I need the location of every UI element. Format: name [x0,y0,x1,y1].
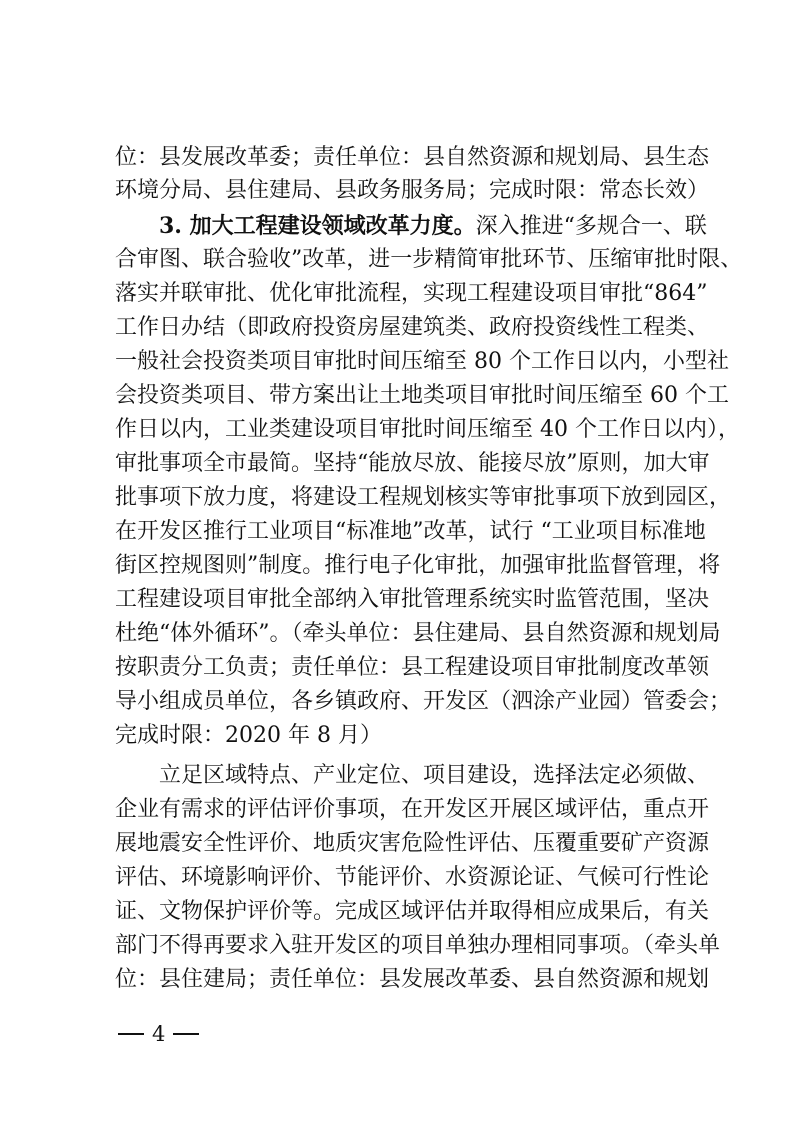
text-line: 位：县发展改革委；责任单位：县自然资源和规划局、县生态 [115,145,710,170]
text-line: 完成时限：2020 年 8 月） [115,723,382,748]
text-line: 企业有需求的评估评价事项，在开发区开展区域评估，重点开 [115,797,710,822]
text-line: 一般社会投资类项目审批时间压缩至 80 个工作日以内，小型社 [115,349,729,374]
text-line: 批事项下放力度，将建设工程规划核实等审批事项下放到园区， [115,485,732,510]
section-heading-line [159,211,707,242]
text-line: 按职责分工负责；责任单位：县工程建设项目审批制度改革领 [115,655,710,680]
text-line: 展地震安全性评价、地质灾害危险性评估、压覆重要矿产资源 [115,831,710,856]
page-footer [118,1020,199,1048]
text-line: 工程建设项目审批全部纳入审批管理系统实时监管范围，坚决 [115,587,710,612]
text-line: 杜绝“体外循环”。（牵头单位：县住建局、县自然资源和规划局 [115,621,721,646]
text-line: 在开发区推行工业项目“标准地”改革，试行 “工业项目标准地 [115,519,706,544]
text-line: 环境分局、县住建局、县政务服务局；完成时限：常态长效） [115,178,710,203]
text-line: 位：县住建局；责任单位：县发展改革委、县自然资源和规划 [115,967,710,992]
text-line: 工作日办结（即政府投资房屋建筑类、政府投资线性工程类、 [115,315,710,340]
text-span: 深入推进“多规合一、联 [475,214,707,239]
text-line: 部门不得再要求入驻开发区的项目单独办理相同事项。（牵头单 [115,933,721,958]
page-number: 4 [152,1022,166,1046]
dash-left [118,1033,144,1035]
text-line: 会投资类项目、带方案出让土地类项目审批时间压缩至 60 个工 [115,383,729,408]
text-line: 评估、环境影响评价、节能评价、水资源论证、气候可行性论 [115,865,710,890]
section-heading: 3. 加大工程建设领域改革力度。 [159,213,476,239]
text-line: 审批事项全市最简。坚持“能放尽放、能接尽放”原则，加大审 [115,451,710,476]
text-line: 落实并联审批、优化审批流程，实现工程建设项目审批“864” [115,281,708,306]
text-line: 作日以内，工业类建设项目审批时间压缩至 40 个工作日以内）， [115,417,740,442]
text-line: 街区控规图则”制度。推行电子化审批，加强审批监督管理，将 [115,553,721,578]
dash-right [173,1033,199,1035]
text-line: 合审图、联合验收”改革，进一步精简审批环节、压缩审批时限、 [115,247,743,272]
text-line: 证、文物保护评价等。完成区域评估并取得相应成果后，有关 [115,899,710,924]
text-line: 导小组成员单位，各乡镇政府、开发区（泗涂产业园）管委会； [115,689,732,714]
text-line: 立足区域特点、产业定位、项目建设，选择法定必须做、 [159,763,710,788]
